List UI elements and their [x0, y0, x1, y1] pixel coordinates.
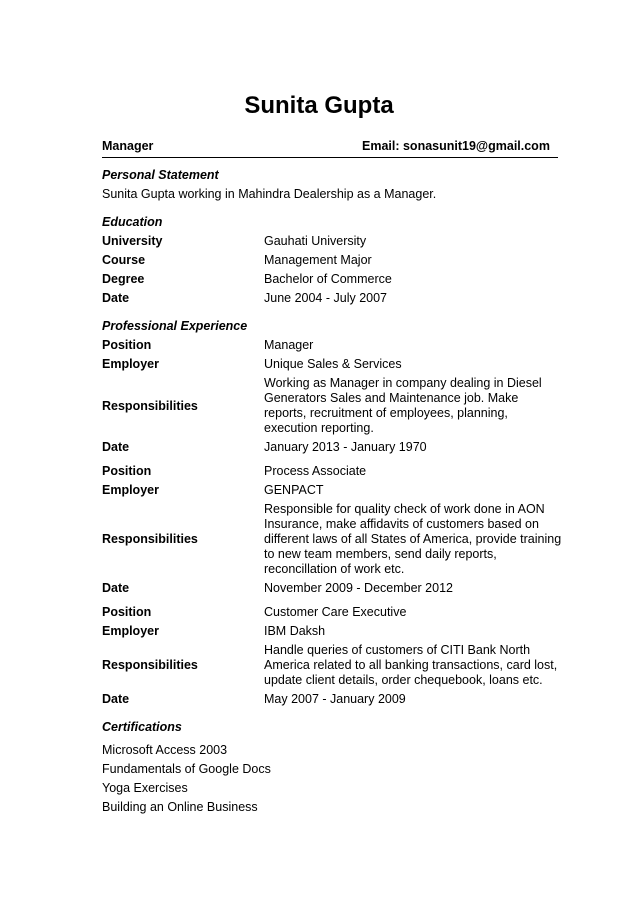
certification-item: Yoga Exercises [102, 781, 188, 795]
email-text: Email: sonasunit19@gmail.com [362, 139, 550, 153]
row-label: Degree [102, 272, 145, 286]
row-value: May 2007 - January 2009 [264, 692, 406, 706]
row-label: Date [102, 291, 130, 305]
job-responsibilities-row [102, 502, 562, 577]
row-value: Bachelor of Commerce [264, 272, 392, 286]
row-value: Gauhati University [264, 234, 367, 248]
certifications-heading: Certifications [102, 720, 182, 734]
row-label: Position [102, 605, 152, 619]
job-title: Manager [102, 139, 154, 153]
education-row [102, 291, 562, 306]
job-position-row [102, 338, 562, 353]
job-date-row [102, 581, 562, 596]
row-value: Responsible for quality check of work done in AON Insurance, make affidavits of customers based on different laws of all States of America, provide training to new team members, send daily reports, reconcillation of work etc. [264, 502, 562, 576]
row-label: University [102, 234, 163, 248]
job-responsibilities-row [102, 376, 562, 436]
job-employer-row [102, 483, 562, 498]
row-label: Position [102, 464, 152, 478]
job-employer-row [102, 624, 562, 639]
row-label: Date [102, 581, 130, 595]
row-label: Course [102, 253, 146, 267]
job-date-row [102, 440, 562, 455]
row-value: IBM Daksh [264, 624, 326, 638]
job-employer-row [102, 357, 562, 372]
certification-item: Fundamentals of Google Docs [102, 762, 271, 776]
row-label: Responsibilities [102, 398, 198, 413]
row-value: Process Associate [264, 464, 367, 478]
candidate-name: Sunita Gupta [244, 92, 394, 119]
education-row [102, 234, 562, 249]
row-label: Employer [102, 624, 159, 638]
row-value: Unique Sales & Services [264, 357, 402, 371]
row-label: Responsibilities [102, 658, 198, 672]
job-position-row [102, 464, 562, 479]
experience-heading: Professional Experience [102, 319, 248, 333]
personal-statement-text: Sunita Gupta working in Mahindra Dealership as a Manager. [102, 187, 437, 201]
job-position-row [102, 605, 562, 620]
row-label: Date [102, 440, 130, 454]
row-label: Responsibilities [102, 532, 198, 546]
row-value: June 2004 - July 2007 [264, 291, 388, 305]
certification-item: Building an Online Business [102, 800, 258, 814]
education-heading: Education [102, 215, 163, 229]
row-value: Working as Manager in company dealing in Diesel Generators Sales and Maintenance job. Make reports, recruitment of employees, planning, execution reporting. [264, 376, 542, 435]
personal-statement-heading: Personal Statement [102, 168, 219, 182]
education-row [102, 272, 562, 287]
education-row [102, 253, 562, 268]
row-value: November 2009 - December 2012 [264, 581, 453, 595]
row-value: Management Major [264, 253, 372, 267]
resume-content [102, 168, 562, 819]
row-label: Date [102, 692, 130, 706]
job-date-row [102, 692, 562, 707]
header-row [102, 139, 558, 153]
row-label: Position [102, 338, 152, 352]
row-label: Employer [102, 357, 159, 371]
row-value: Handle queries of customers of CITI Bank North America related to all banking transactions, card lost, update client details, order chequebook, loans etc. [264, 643, 558, 687]
certification-item: Microsoft Access 2003 [102, 743, 228, 757]
header-divider [102, 157, 558, 158]
row-value: January 2013 - January 1970 [264, 440, 427, 454]
row-value: Manager [264, 338, 314, 352]
job-responsibilities-row [102, 643, 562, 688]
row-value: GENPACT [264, 483, 324, 497]
certifications-list [102, 743, 562, 815]
row-label: Employer [102, 483, 159, 497]
row-value: Customer Care Executive [264, 605, 407, 619]
